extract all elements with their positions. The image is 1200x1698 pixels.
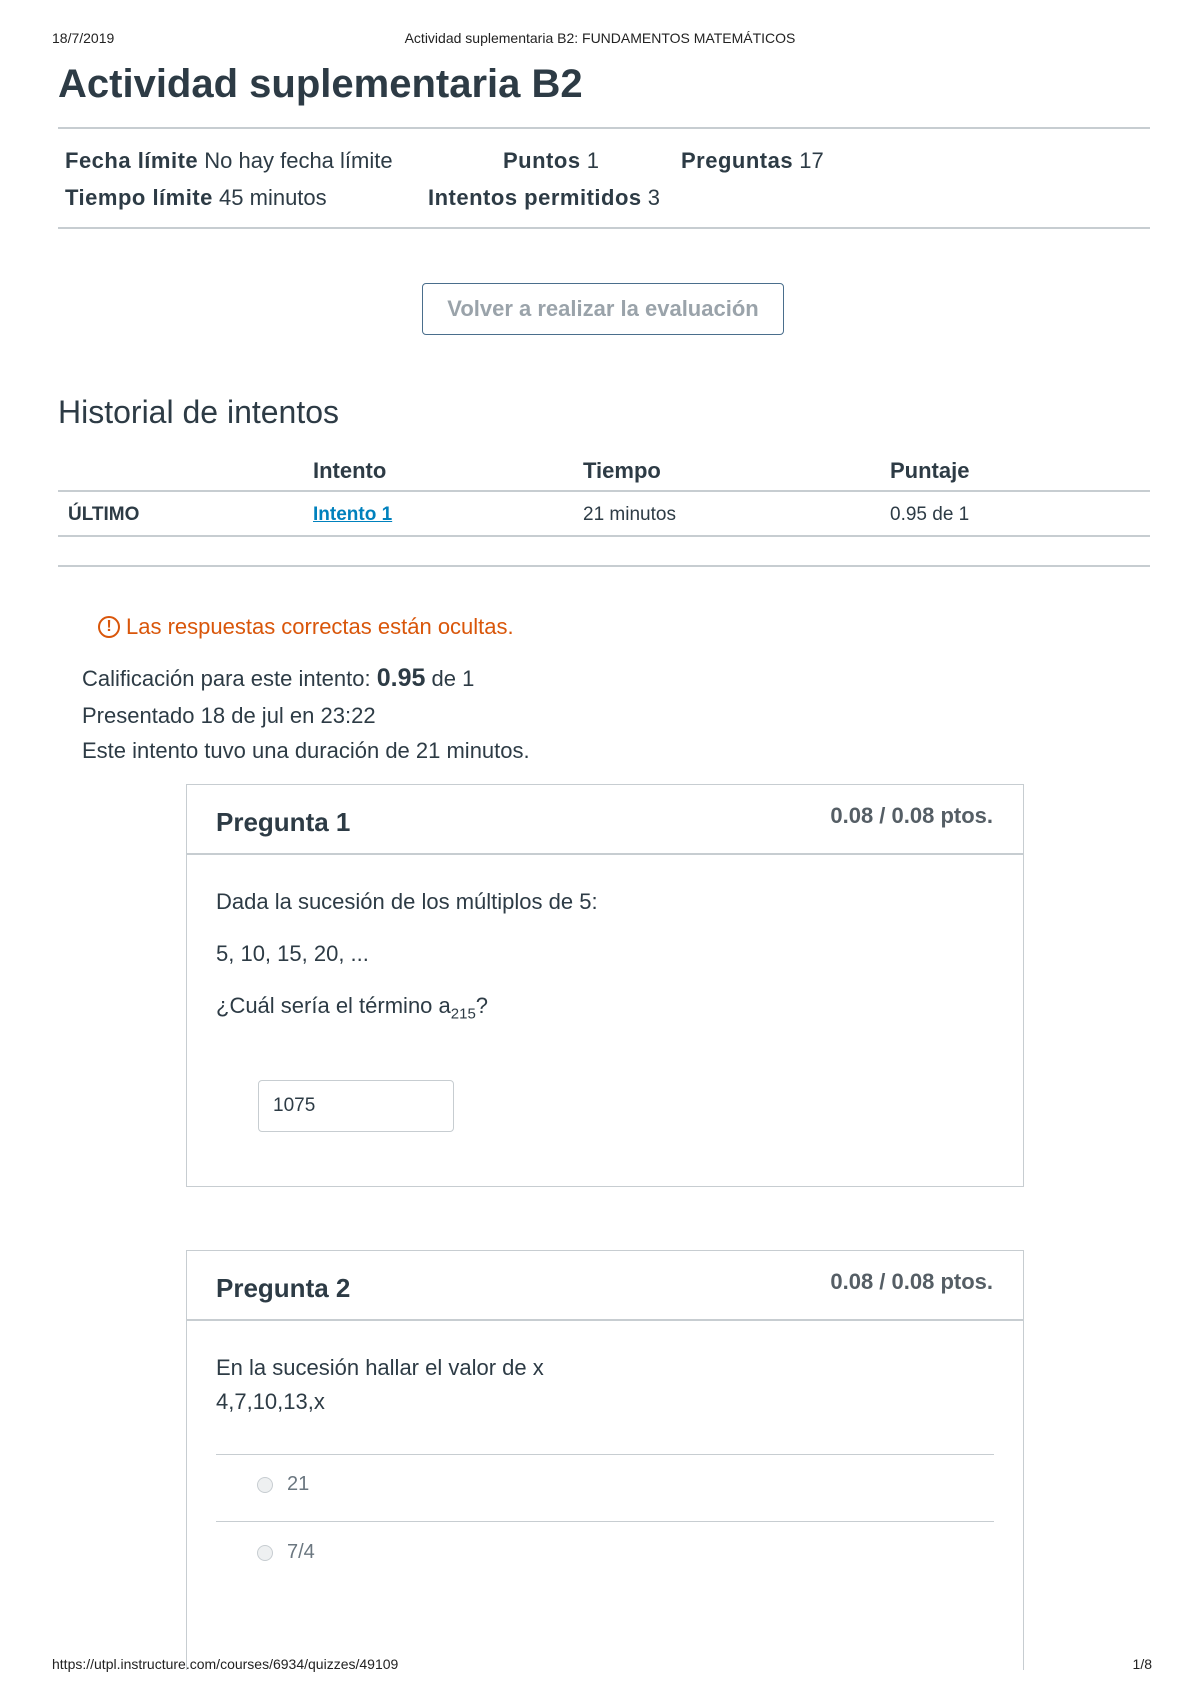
meta-time-label: Tiempo límite (65, 185, 213, 210)
question-card (186, 1250, 1024, 1670)
meta-points-label: Puntos (503, 148, 581, 173)
option-label: 21 (287, 1473, 310, 1495)
question-prompt (216, 993, 488, 1022)
question-header (187, 1251, 1023, 1321)
grade-prefix: Calificación para este intento: (82, 666, 371, 691)
radio-button[interactable] (257, 1477, 273, 1493)
attempt-submitted: Presentado 18 de jul en 23:22 (82, 703, 376, 728)
question-points: 0.08 / 0.08 ptos. (830, 1269, 993, 1294)
meta-due-label: Fecha límite (65, 148, 199, 173)
question-card (186, 784, 1024, 1187)
retake-quiz-button[interactable]: Volver a realizar la evaluación (422, 283, 784, 335)
history-col-time: Tiempo (583, 458, 661, 483)
history-row-score: 0.95 de 1 (890, 504, 970, 525)
history-header-divider (58, 490, 1150, 492)
attempt-1-link[interactable]: Intento 1 (313, 504, 393, 525)
print-date: 18/7/2019 (52, 30, 115, 46)
grade-value: 0.95 (376, 664, 426, 692)
option-item[interactable] (257, 1473, 309, 1496)
meta-questions-value: 17 (799, 148, 824, 173)
prompt-subscript: 215 (450, 1005, 476, 1023)
meta-time-value: 45 minutos (219, 185, 327, 210)
grade-suffix: de 1 (431, 666, 475, 691)
attempt-grade (82, 664, 474, 693)
option-label: 7/4 (287, 1541, 315, 1563)
divider (58, 535, 1150, 537)
question-header (187, 785, 1023, 855)
print-page-title: Actividad suplementaria B2: FUNDAMENTOS MATEMÁTICOS (404, 30, 796, 46)
meta-attempts-value: 3 (647, 185, 660, 210)
meta-questions-label: Preguntas (681, 148, 794, 173)
prompt-suffix: ? (475, 993, 489, 1018)
history-heading: Historial de intentos (58, 394, 340, 430)
history-row-attempt (313, 504, 392, 526)
option-divider (216, 1521, 994, 1522)
divider (58, 227, 1150, 229)
question-points: 0.08 / 0.08 ptos. (830, 803, 993, 828)
history-col-attempt: Intento (313, 458, 387, 483)
meta-points-value: 1 (586, 148, 599, 173)
option-item[interactable] (257, 1541, 315, 1564)
hidden-answers-notice (98, 614, 514, 640)
answer-field[interactable]: 1075 (258, 1080, 454, 1132)
divider (58, 565, 1150, 567)
history-row-tag: ÚLTIMO (68, 504, 140, 525)
print-url: https://utpl.instructure.com/courses/6934/quizzes/49109 (52, 1656, 399, 1672)
question-sequence: 5, 10, 15, 20, ... (216, 941, 369, 966)
history-col-score: Puntaje (890, 458, 970, 483)
option-divider (216, 1454, 994, 1455)
question-text: En la sucesión hallar el valor de x (216, 1355, 544, 1380)
question-title: Pregunta 1 (216, 807, 351, 837)
print-page-number: 1/8 (1132, 1656, 1152, 1672)
hidden-answers-text: Las respuestas correctas están ocultas. (126, 614, 514, 639)
prompt-prefix: ¿Cuál sería el término a (216, 993, 451, 1018)
question-title: Pregunta 2 (216, 1273, 351, 1303)
radio-button[interactable] (257, 1545, 273, 1561)
meta-attempts (428, 185, 660, 211)
warning-icon: ! (98, 616, 120, 638)
meta-due-value: No hay fecha límite (204, 148, 393, 173)
question-sequence: 4,7,10,13,x (216, 1389, 325, 1414)
history-row-time: 21 minutos (583, 504, 676, 525)
meta-points (503, 148, 599, 174)
meta-time-limit (65, 185, 327, 211)
divider (58, 127, 1150, 129)
attempt-duration: Este intento tuvo una duración de 21 minutos. (82, 738, 530, 763)
meta-due (65, 148, 393, 174)
meta-questions (681, 148, 824, 174)
meta-attempts-label: Intentos permitidos (428, 185, 642, 210)
question-text: Dada la sucesión de los múltiplos de 5: (216, 889, 598, 914)
quiz-title: Actividad suplementaria B2 (58, 62, 583, 106)
